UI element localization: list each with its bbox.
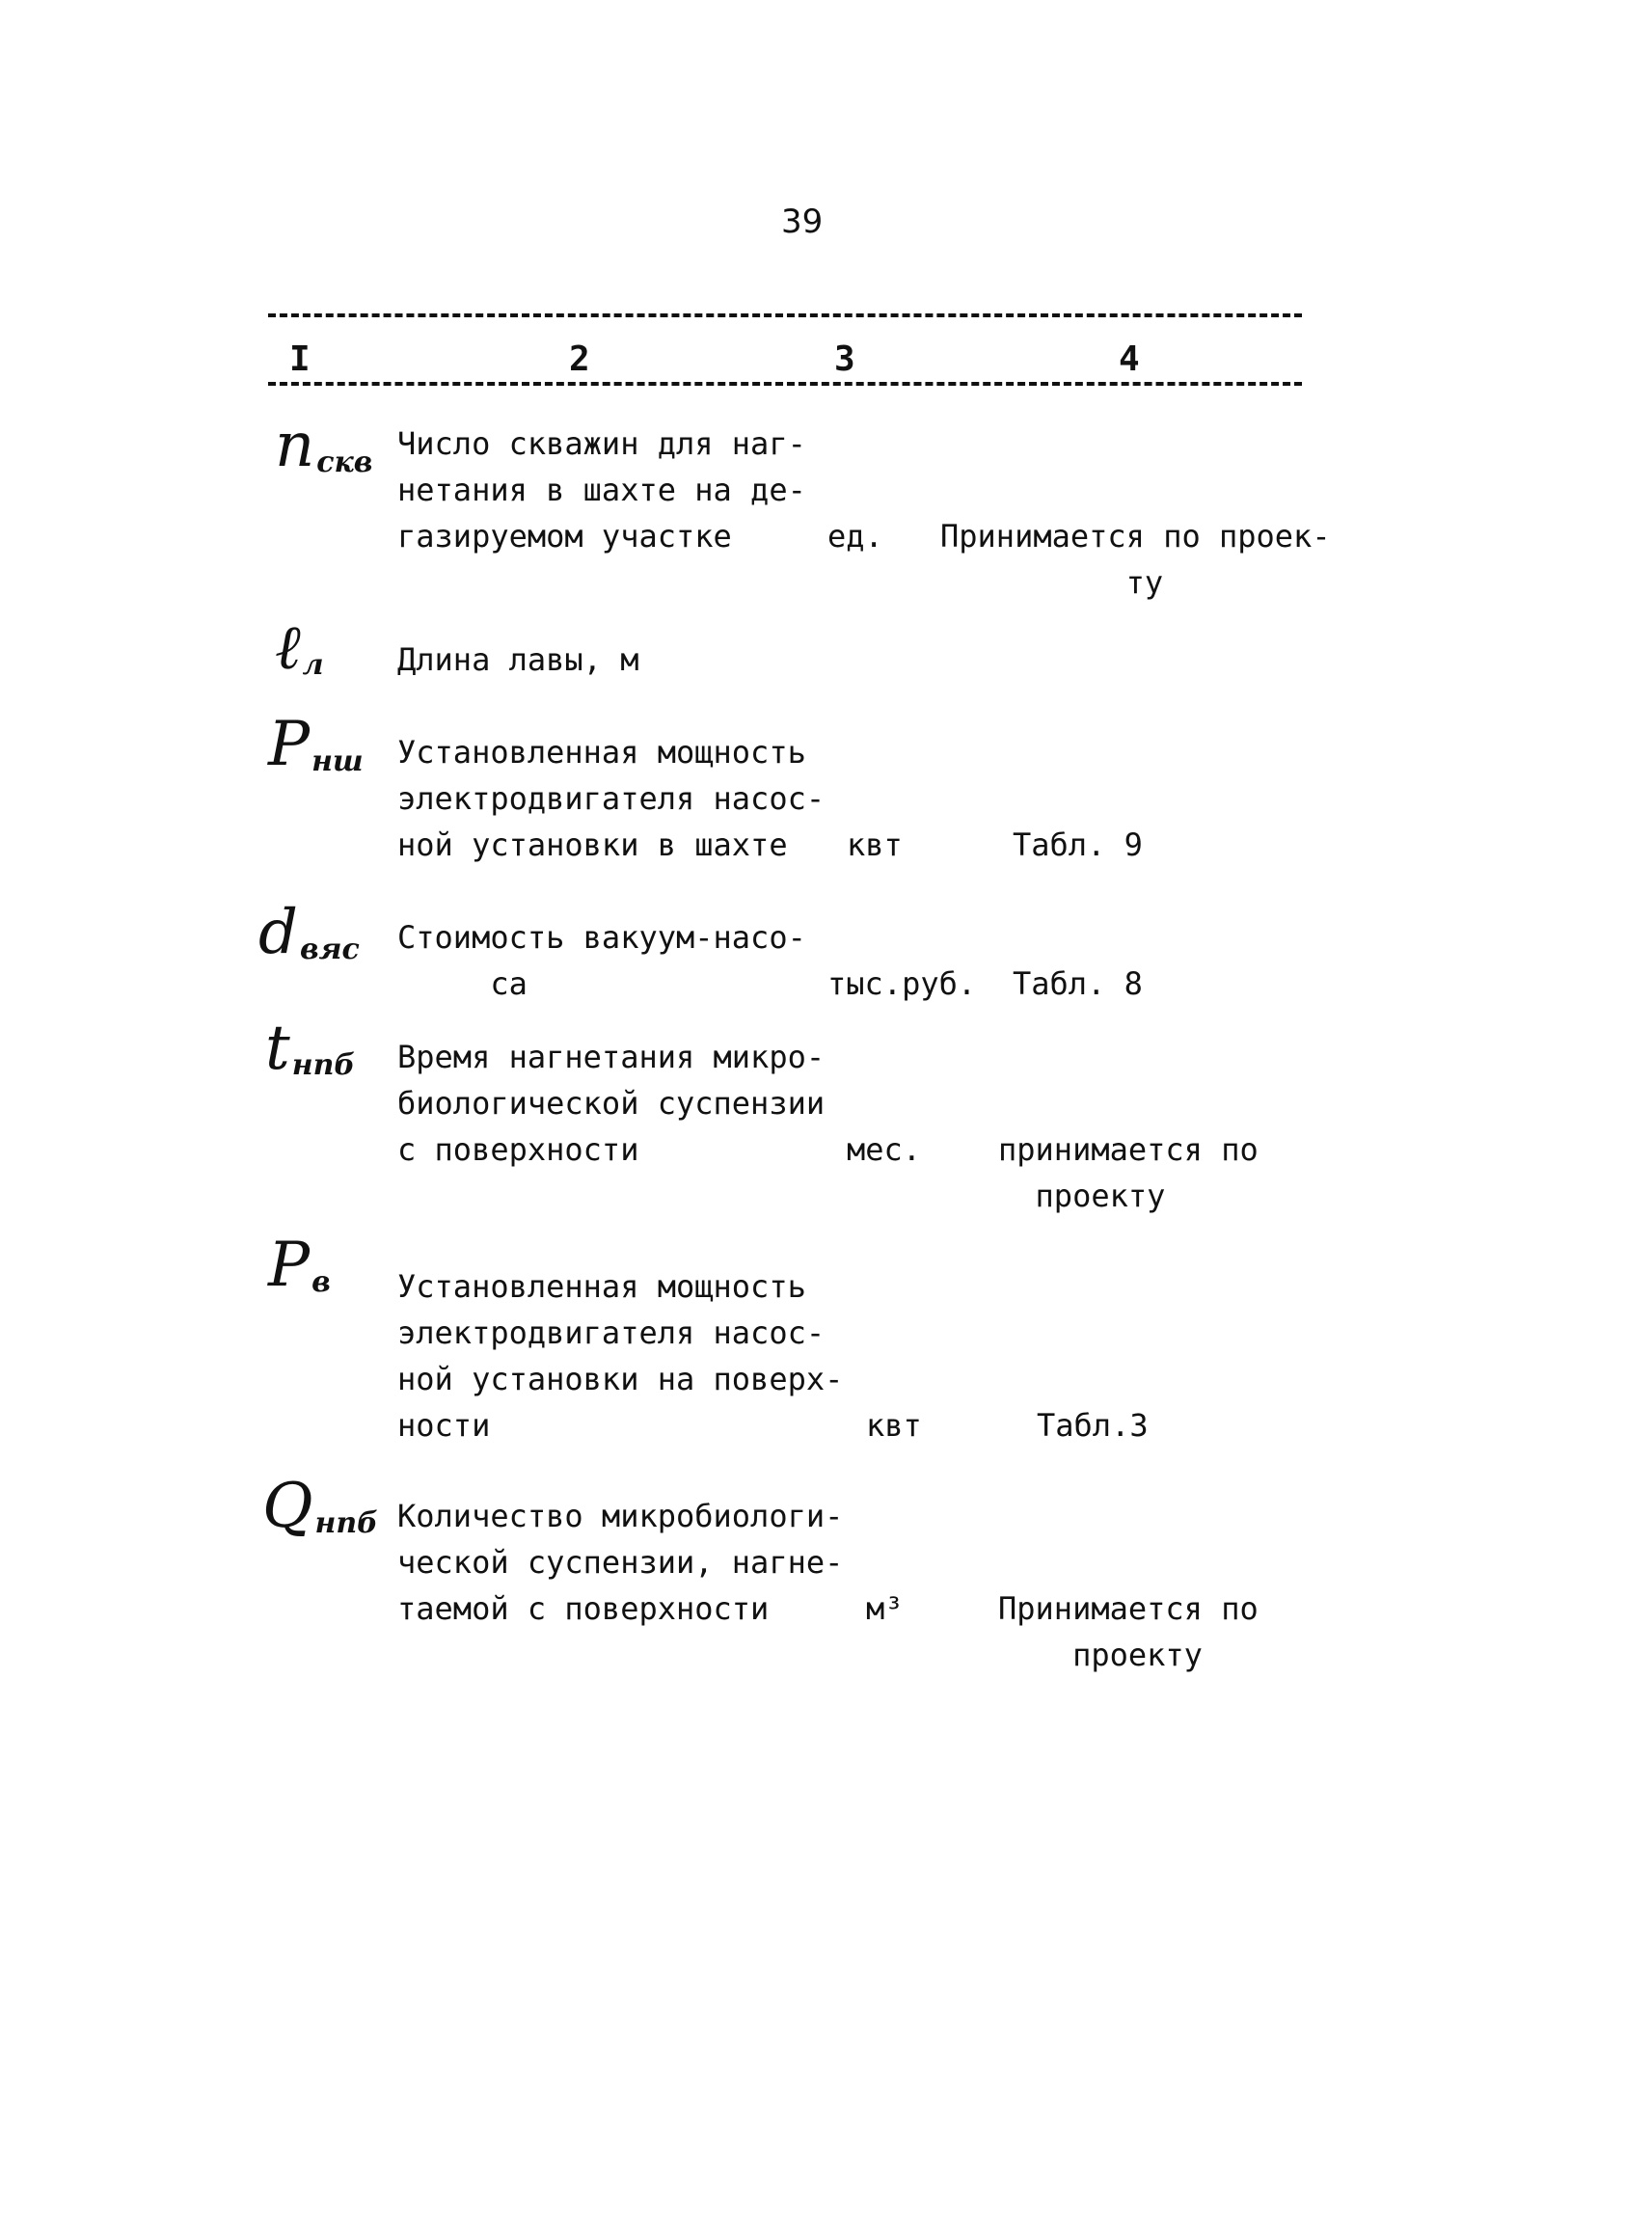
- row-unit: квт: [847, 826, 903, 863]
- row-description: Стоимость вакуум-насо- са: [397, 919, 806, 1002]
- row-unit: квт: [866, 1407, 922, 1444]
- row-symbol: $t_{нпб}$: [265, 1013, 356, 1084]
- row-source: Табл. 8: [1013, 965, 1143, 1002]
- column-header-rule: [268, 382, 1302, 386]
- column-header-1: I: [289, 339, 311, 379]
- row-description: Длина лавы, м: [397, 641, 639, 678]
- column-header-3: 3: [834, 339, 855, 379]
- row-unit: м³: [866, 1590, 904, 1627]
- row-symbol: $P_в$: [268, 1230, 331, 1301]
- row-unit: ед.: [827, 518, 883, 555]
- row-symbol: $n_{скв}$: [275, 410, 373, 481]
- row-source: Принимается по проек- ту: [940, 518, 1331, 601]
- row-symbol: ℓ$_л$: [275, 612, 324, 684]
- row-description: Установленная мощность электродвигателя насос- ной установки в шахте: [397, 734, 826, 863]
- row-symbol: $P_{нш}$: [268, 709, 364, 780]
- row-unit: мес.: [847, 1131, 922, 1168]
- page-number: 39: [781, 203, 824, 241]
- column-header-2: 2: [569, 339, 590, 379]
- row-source: Принимается по проекту: [998, 1590, 1259, 1673]
- row-description: Установленная мощность электродвигателя насос- ной установки на поверх- ности: [397, 1268, 844, 1444]
- row-symbol: $d_{вяс}$: [258, 897, 360, 968]
- column-header-4: 4: [1119, 339, 1140, 379]
- row-description: Количество микробиологи- ческой суспензии, нагне- таемой с поверхности: [397, 1498, 844, 1627]
- row-unit: тыс.руб.: [827, 965, 977, 1002]
- row-source: Табл.3: [1037, 1407, 1149, 1444]
- table-top-rule: [268, 313, 1302, 317]
- row-symbol: $Q_{нпб}$: [262, 1471, 378, 1542]
- row-source: Табл. 9: [1013, 826, 1143, 863]
- row-source: принимается по проекту: [998, 1131, 1259, 1214]
- row-description: Время нагнетания микро- биологической суспензии с поверхности: [397, 1039, 826, 1168]
- row-description: Число скважин для наг- нетания в шахте на де- газируемом участке: [397, 425, 806, 555]
